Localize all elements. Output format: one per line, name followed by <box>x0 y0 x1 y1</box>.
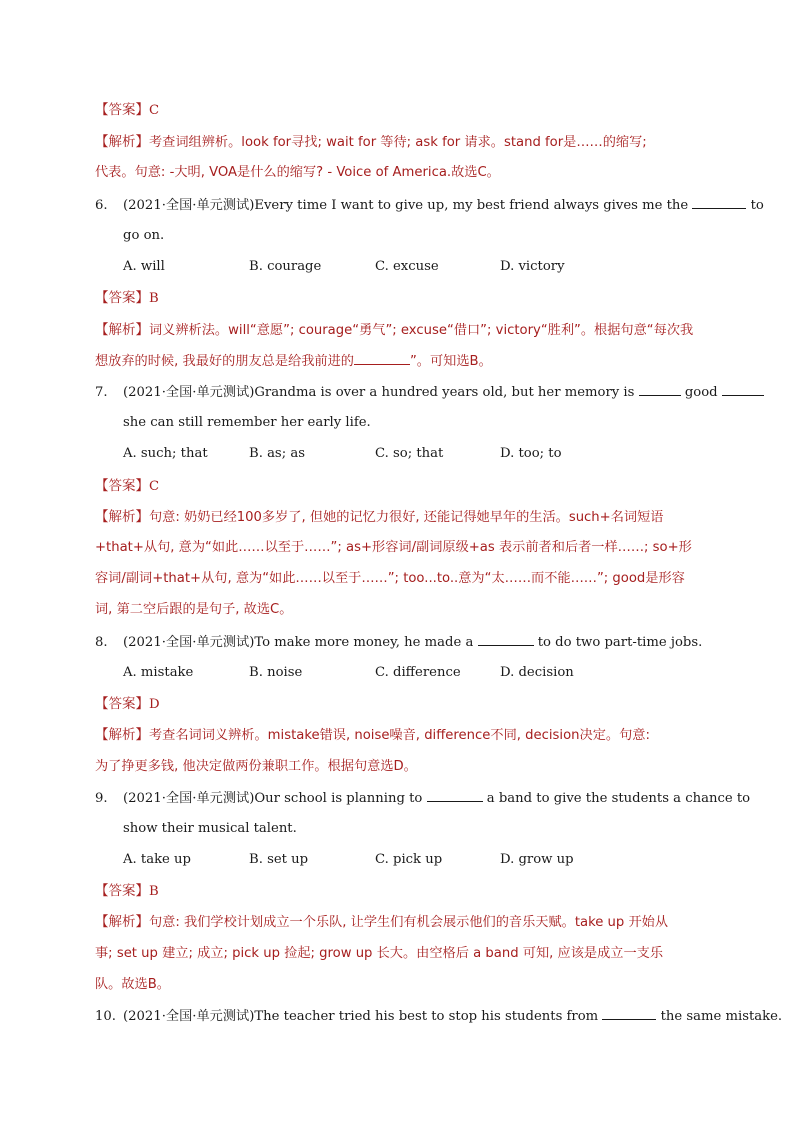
analysis-line <box>95 912 668 933</box>
question-number: 8. <box>95 635 108 650</box>
analysis-tag: 【解析】 <box>95 914 149 930</box>
answer-value: C <box>149 479 160 494</box>
stem-text: show their musical talent. <box>123 821 297 836</box>
answer-blank <box>692 195 746 209</box>
answer-blank <box>602 1006 656 1020</box>
stem-text: Our school is planning to <box>254 791 423 806</box>
analysis-line <box>95 351 492 372</box>
answer-line <box>95 100 159 121</box>
stem-text: go on. <box>123 228 165 243</box>
answer-blank <box>427 788 483 802</box>
analysis-text: 代表。句意: -大明, VOA是什么的缩写? - Voice of America.故选C。 <box>95 165 500 180</box>
analysis-line: 词, 第二空后跟的是句子, 故选C。 <box>95 602 293 617</box>
analysis-line: 容词/副词+that+从句, 意为“如此……以至于……”; too...to..意为“太……而不能……”; good是形容 <box>95 571 685 586</box>
answer-line <box>95 694 160 715</box>
analysis-text: 想放弃的时候, 我最好的朋友总是给我前进的 <box>95 354 354 369</box>
option-b: B. set up <box>249 852 309 867</box>
answer-line <box>95 288 159 309</box>
answer-line <box>95 476 159 497</box>
analysis-tag: 【解析】 <box>95 134 149 150</box>
option-d: D. decision <box>500 665 574 680</box>
analysis-tag: 【解析】 <box>95 509 149 525</box>
question-stem <box>95 788 750 809</box>
option-a: A. will <box>123 259 165 274</box>
question-stem <box>95 382 764 403</box>
question-stem-cont <box>123 819 297 839</box>
question-stem-cont <box>123 226 164 246</box>
stem-text: The teacher tried his best to stop his students from <box>254 1009 599 1024</box>
stem-text: to <box>750 198 764 213</box>
stem-text: the same mistake. <box>660 1009 783 1024</box>
stem-text: Grandma is over a hundred years old, but her memory is <box>254 385 635 400</box>
question-source: (2021·全国·单元测试) <box>123 635 255 650</box>
question-stem <box>95 1006 782 1027</box>
stem-text: To make more money, he made a <box>254 635 474 650</box>
analysis-line <box>95 132 647 153</box>
stem-text: a band to give the students a chance to <box>486 791 751 806</box>
question-source: (2021·全国·单元测试) <box>123 385 255 400</box>
option-d: D. grow up <box>500 852 574 867</box>
analysis-line <box>95 507 663 528</box>
analysis-text: 考查词组辨析。look for寻找; wait for 等待; ask for 请求。stand for是……的缩写; <box>149 135 647 150</box>
answer-blank <box>639 382 681 396</box>
answer-tag: 【答案】 <box>95 883 149 899</box>
question-stem <box>95 195 764 216</box>
analysis-tag: 【解析】 <box>95 322 149 338</box>
analysis-line <box>95 320 693 341</box>
answer-value: B <box>149 884 159 899</box>
option-c: C. so; that <box>375 446 444 461</box>
question-number: 7. <box>95 385 108 400</box>
analysis-line: 队。故选B。 <box>95 977 170 992</box>
stem-text: good <box>684 385 718 400</box>
analysis-line: 为了挣更多钱, 他决定做两份兼职工作。根据句意选D。 <box>95 759 417 774</box>
answer-tag: 【答案】 <box>95 102 149 118</box>
analysis-line: +that+从句, 意为“如此……以至于……”; as+形容词/副词原级+as 表示前者和后者一样……; so+形 <box>95 540 692 555</box>
stem-text: Every time I want to give up, my best friend always gives me the <box>254 198 689 213</box>
option-b: B. as; as <box>249 446 305 461</box>
analysis-text: ”。可知选B。 <box>409 354 492 369</box>
question-stem <box>95 632 702 653</box>
option-d: D. too; to <box>500 446 562 461</box>
analysis-line: 事; set up 建立; 成立; pick up 捡起; grow up 长大。由空格后 a band 可知, 应该是成立一支乐 <box>95 946 664 961</box>
answer-tag: 【答案】 <box>95 290 149 306</box>
option-c: C. difference <box>375 665 461 680</box>
option-c: C. pick up <box>375 852 443 867</box>
question-stem-cont <box>123 413 371 433</box>
option-a: A. take up <box>123 852 191 867</box>
analysis-line <box>95 725 650 746</box>
stem-text: to do two part-time jobs. <box>537 635 703 650</box>
option-c: C. excuse <box>375 259 439 274</box>
analysis-tag: 【解析】 <box>95 727 149 743</box>
stem-text: she can still remember her early life. <box>123 415 371 430</box>
answer-blank <box>478 632 534 646</box>
analysis-text: 句意: 奶奶已经100多岁了, 但她的记忆力很好, 还能记得她早年的生活。such+名词短语 <box>149 510 664 525</box>
question-number: 6. <box>95 198 108 213</box>
question-source: (2021·全国·单元测试) <box>123 791 255 806</box>
analysis-line <box>95 163 500 183</box>
answer-value: C <box>149 103 160 118</box>
analysis-text: 句意: 我们学校计划成立一个乐队, 让学生们有机会展示他们的音乐天赋。take up 开始从 <box>149 915 669 930</box>
option-d: D. victory <box>500 259 565 274</box>
option-b: B. courage <box>249 259 322 274</box>
answer-value: B <box>149 291 159 306</box>
answer-value: D <box>149 697 160 712</box>
option-a: A. such; that <box>123 446 208 461</box>
answer-blank <box>354 351 410 365</box>
question-number: 10. <box>95 1009 116 1024</box>
option-a: A. mistake <box>123 665 194 680</box>
answer-tag: 【答案】 <box>95 696 149 712</box>
option-b: B. noise <box>249 665 303 680</box>
question-source: (2021·全国·单元测试) <box>123 1009 255 1024</box>
question-source: (2021·全国·单元测试) <box>123 198 255 213</box>
answer-blank <box>722 382 764 396</box>
question-number: 9. <box>95 791 108 806</box>
analysis-text: 考查名词词义辨析。mistake错误, noise噪音, difference不同, decision决定。句意: <box>149 728 650 743</box>
answer-tag: 【答案】 <box>95 478 149 494</box>
analysis-text: 词义辨析法。will“意愿”; courage“勇气”; excuse“借口”; victory“胜利”。根据句意“每次我 <box>149 323 694 338</box>
answer-line <box>95 881 159 902</box>
